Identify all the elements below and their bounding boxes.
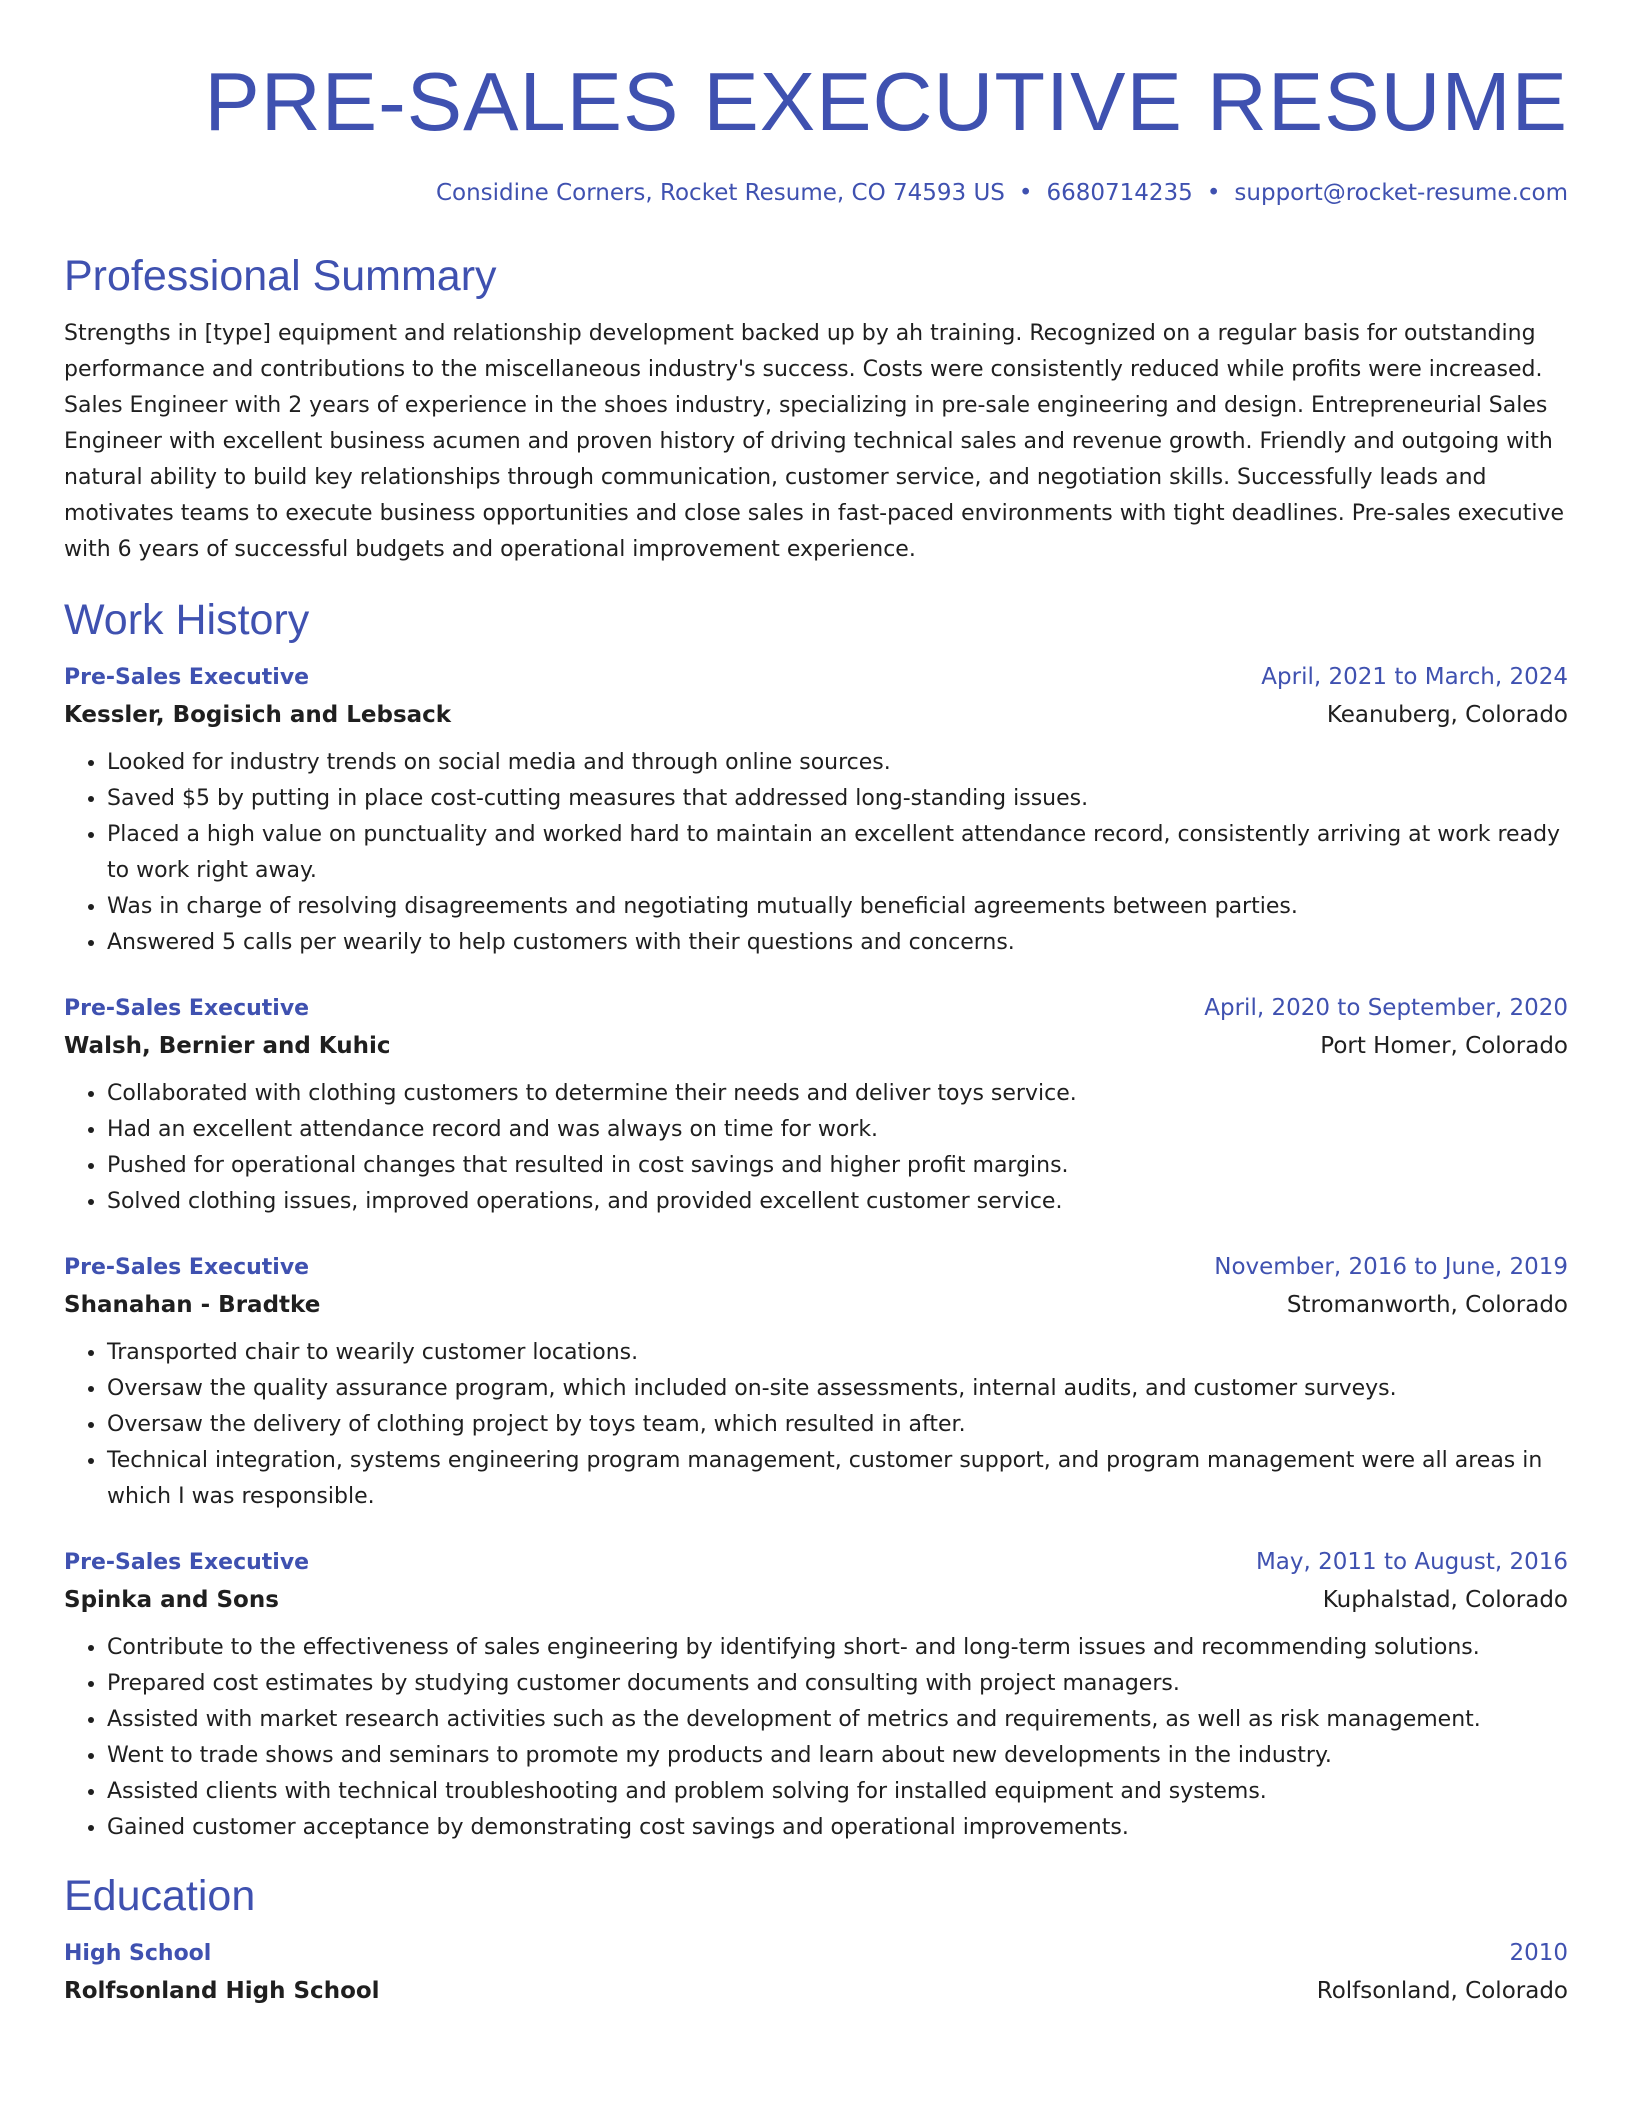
job-dates: May, 2011 to August, 2016 [1255,1549,1568,1575]
contact-separator: • [1206,180,1221,206]
resume-title: PRE-SALES EXECUTIVE RESUME [204,55,1568,148]
job-bullet: • Assisted clients with technical troubleshooting and problem solving for installed equipment and systems. [107,1774,1568,1810]
job-bullet: • Placed a high value on punctuality and worked hard to maintain an excellent attendance record, consistently arriving at work ready to work right away. [107,817,1568,889]
job-bullet: • Looked for industry trends on social media and through online sources. [107,745,1568,781]
job-bullet: • Assisted with market research activities such as the development of metrics and requirements, as well as risk management. [107,1702,1568,1738]
job-bullet: • Answered 5 calls per wearily to help customers with their questions and concerns. [107,925,1568,961]
contact-phone: 6680714235 [1046,180,1193,206]
job-bullets [64,1076,1568,1220]
summary-text: Strengths in [type] equipment and relationship development backed up by ah training. Recognized on a regular basis for outstanding performance and contributions to the miscellaneous industry's success. Costs were consistently reduced while profits were increased. Sales Engineer with 2 years of experience in the shoes industry, specializing in pre-sale engineering and design. Entrepreneurial Sales Engineer with excellent business acumen and proven history of driving technical sales and revenue growth. Friendly and outgoing with natural ability to build key relationships through communication, customer service, and negotiation skills. Successfully leads and motivates teams to execute business opportunities and close sales in fast-paced environments with tight deadlines. Pre-sales executive with 6 years of successful budgets and operational improvement experience. [64,321,1565,562]
contact-address: Considine Corners, Rocket Resume, CO 74593 US [435,180,1005,206]
job-bullet: • Went to trade shows and seminars to promote my products and learn about new developments in the industry. [107,1738,1568,1774]
job-role: Pre-Sales Executive [64,1550,310,1575]
job-location: Kuphalstad, Colorado [1322,1587,1568,1613]
job-entry [64,1250,1568,1515]
education-heading: Education [64,1872,256,1920]
job-entry [64,991,1568,1220]
education-degree: High School [64,1941,212,1966]
job-location: Keanuberg, Colorado [1326,702,1568,728]
job-bullet: • Collaborated with clothing customers to determine their needs and deliver toys service. [107,1076,1568,1112]
job-role: Pre-Sales Executive [64,1255,310,1280]
job-bullets [64,1335,1568,1515]
job-bullets [64,1630,1568,1846]
education-location: Rolfsonland, Colorado [1316,1978,1568,2004]
job-role: Pre-Sales Executive [64,996,310,1021]
job-bullet: • Oversaw the delivery of clothing project by toys team, which resulted in after. [107,1407,1568,1443]
education-school: Rolfsonland High School [64,1978,380,2004]
resume-header [64,52,1568,208]
summary-heading: Professional Summary [64,252,497,300]
job-bullet: • Saved $5 by putting in place cost-cutting measures that addressed long-standing issues. [107,781,1568,817]
education-entry [64,1936,1568,2011]
job-dates: November, 2016 to June, 2019 [1214,1254,1568,1280]
contact-line [64,178,1568,208]
job-location: Stromanworth, Colorado [1286,1292,1568,1318]
job-bullet: • Contribute to the effectiveness of sales engineering by identifying short- and long-term issues and recommending solutions. [107,1630,1568,1666]
job-entry [64,1545,1568,1846]
education-year: 2010 [1509,1940,1568,1966]
job-bullet: • Gained customer acceptance by demonstrating cost savings and operational improvements. [107,1810,1568,1846]
job-bullet: • Technical integration, systems engineering program management, customer support, and program management were all areas in which I was responsible. [107,1443,1568,1515]
job-company: Shanahan - Bradtke [64,1292,321,1318]
job-bullet: • Oversaw the quality assurance program, which included on-site assessments, internal audits, and customer surveys. [107,1371,1568,1407]
contact-separator: • [1018,180,1033,206]
contact-email: support@rocket-resume.com [1234,180,1568,206]
job-company: Kessler, Bogisich and Lebsack [64,702,452,728]
job-entry [64,660,1568,961]
work-history-heading: Work History [64,596,310,644]
job-dates: April, 2020 to September, 2020 [1204,995,1568,1021]
job-bullet: • Solved clothing issues, improved operations, and provided excellent customer service. [107,1184,1568,1220]
job-bullet: • Transported chair to wearily customer locations. [107,1335,1568,1371]
job-bullets [64,745,1568,961]
job-company: Spinka and Sons [64,1587,279,1613]
job-company: Walsh, Bernier and Kuhic [64,1033,391,1059]
job-role: Pre-Sales Executive [64,665,310,690]
job-dates: April, 2021 to March, 2024 [1261,664,1568,690]
job-location: Port Homer, Colorado [1320,1033,1568,1059]
job-bullet: • Had an excellent attendance record and was always on time for work. [107,1112,1568,1148]
job-bullet: • Pushed for operational changes that resulted in cost savings and higher profit margins. [107,1148,1568,1184]
job-bullet: • Prepared cost estimates by studying customer documents and consulting with project managers. [107,1666,1568,1702]
job-bullet: • Was in charge of resolving disagreements and negotiating mutually beneficial agreements between parties. [107,889,1568,925]
